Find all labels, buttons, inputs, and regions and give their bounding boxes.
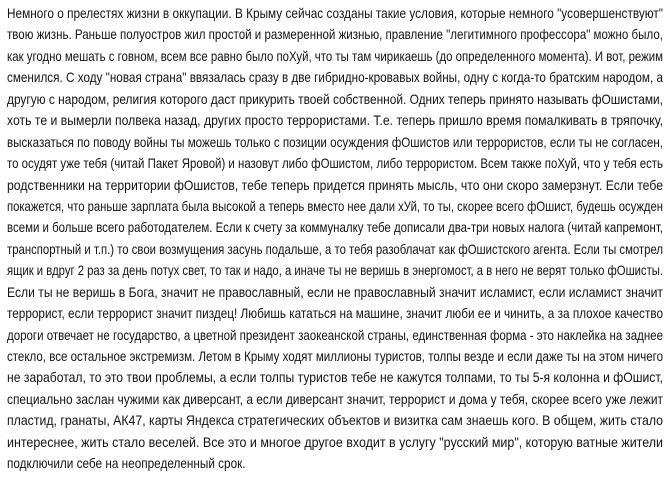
text-line: твою жизнь. Раньше полуостров жил простой и размеренной жизнью, правление "легитимного профессора" можно было,	[7, 26, 663, 43]
text-line: то осудят уже тебя (читай Пакет Яровой) и назовут либо фОшистом, либо террористом. Всем также поХуй, что у тебя есть	[7, 155, 663, 172]
text-line: не заработал, то это твои проблемы, а если толпы туристов тебе не кажутся толпами, то ты 5-я колонна и фОшист,	[7, 369, 663, 386]
text-line: стекло, все остальное экстремизм. Летом в Крыму ходят миллионы туристов, толпы везде и если даже ты на этом ничего	[7, 348, 663, 364]
text-line: всеми и больше всего работодателем. Если к счету за коммуналку тебе дописали два-три новых налога (читай капремонт,	[7, 219, 663, 236]
text-line: подключили себе на неопределенный срок.	[7, 455, 246, 472]
text-line: родственники на территории фОшистов, тебе теперь придется принять мысль, что они скоро замерзнут. Если тебе	[7, 176, 663, 193]
article-text	[7, 3, 663, 475]
text-line: дороги отвечает не государство, а цветной президент заокеанской страны, единственная форма - это наклейка на заднее	[7, 326, 663, 343]
text-line: Немного о прелестях жизни в оккупации. В Крыму сейчас созданы такие условия, которые немного "усовершенствуют"	[7, 5, 663, 21]
text-line: интереснее, жить стало веселей. Все это и многое другое входит в услугу "русский мир", которую ватные жители	[7, 433, 663, 450]
text-line: сменился. С ходу "новая страна" ввязалась сразу в две гибридно-кровавых войны, одну с когда-то братским народом, а	[7, 69, 663, 86]
text-line: ящик и вдруг 2 раз за день потух свет, то так и надо, а иначе ты не веришь в энергомост, а в него не верят только фОшисты.	[7, 262, 663, 279]
text-line: как угодно мешать с говном, всем все равно было поХуй, что ты там чирикаешь (до определенного момента). И вот, режим	[7, 47, 663, 64]
text-line: пластид, гранаты, АК47, карты Яндекса стратегических объектов и визитка сам знаешь кого. В общем, жить стало	[7, 412, 663, 429]
text-line: хоть те и вымерли полвека назад, других просто террористами. Т.е. теперь пришло время помалкивать в тряпочку,	[7, 112, 663, 129]
text-line: высказаться по поводу войны ты можешь только с позиции осуждения фОшистов или террористов, если ты не согласен,	[7, 133, 663, 150]
text-line: транспортный и т.п.) то свои возмущения засунь подальше, а то тебя разоблачат как фОшистского агента. Если ты смотрел	[7, 240, 663, 257]
text-line: Если ты не веришь в Бога, значит не православный, если не православный значит исламист, если исламист значит	[7, 283, 663, 300]
text-line: специально заслан чужими как диверсант, а если диверсант значит, террорист и дома у тебя, скорее всего уже лежит	[7, 390, 663, 407]
text-line: покажется, что раньше зарплата была высокой а теперь вместо нее дали хУй, то ты, скорее всего фОшист, будешь осужден	[7, 197, 663, 214]
text-line: другую с народом, религия которого даст прикурить твоей собственной. Одних теперь принято называть фОшистами,	[7, 90, 663, 107]
text-line: террорист, если террорист значит пиздец! Любишь кататься на машине, значит люби ее и чинить, а за плохое качество	[7, 305, 663, 322]
